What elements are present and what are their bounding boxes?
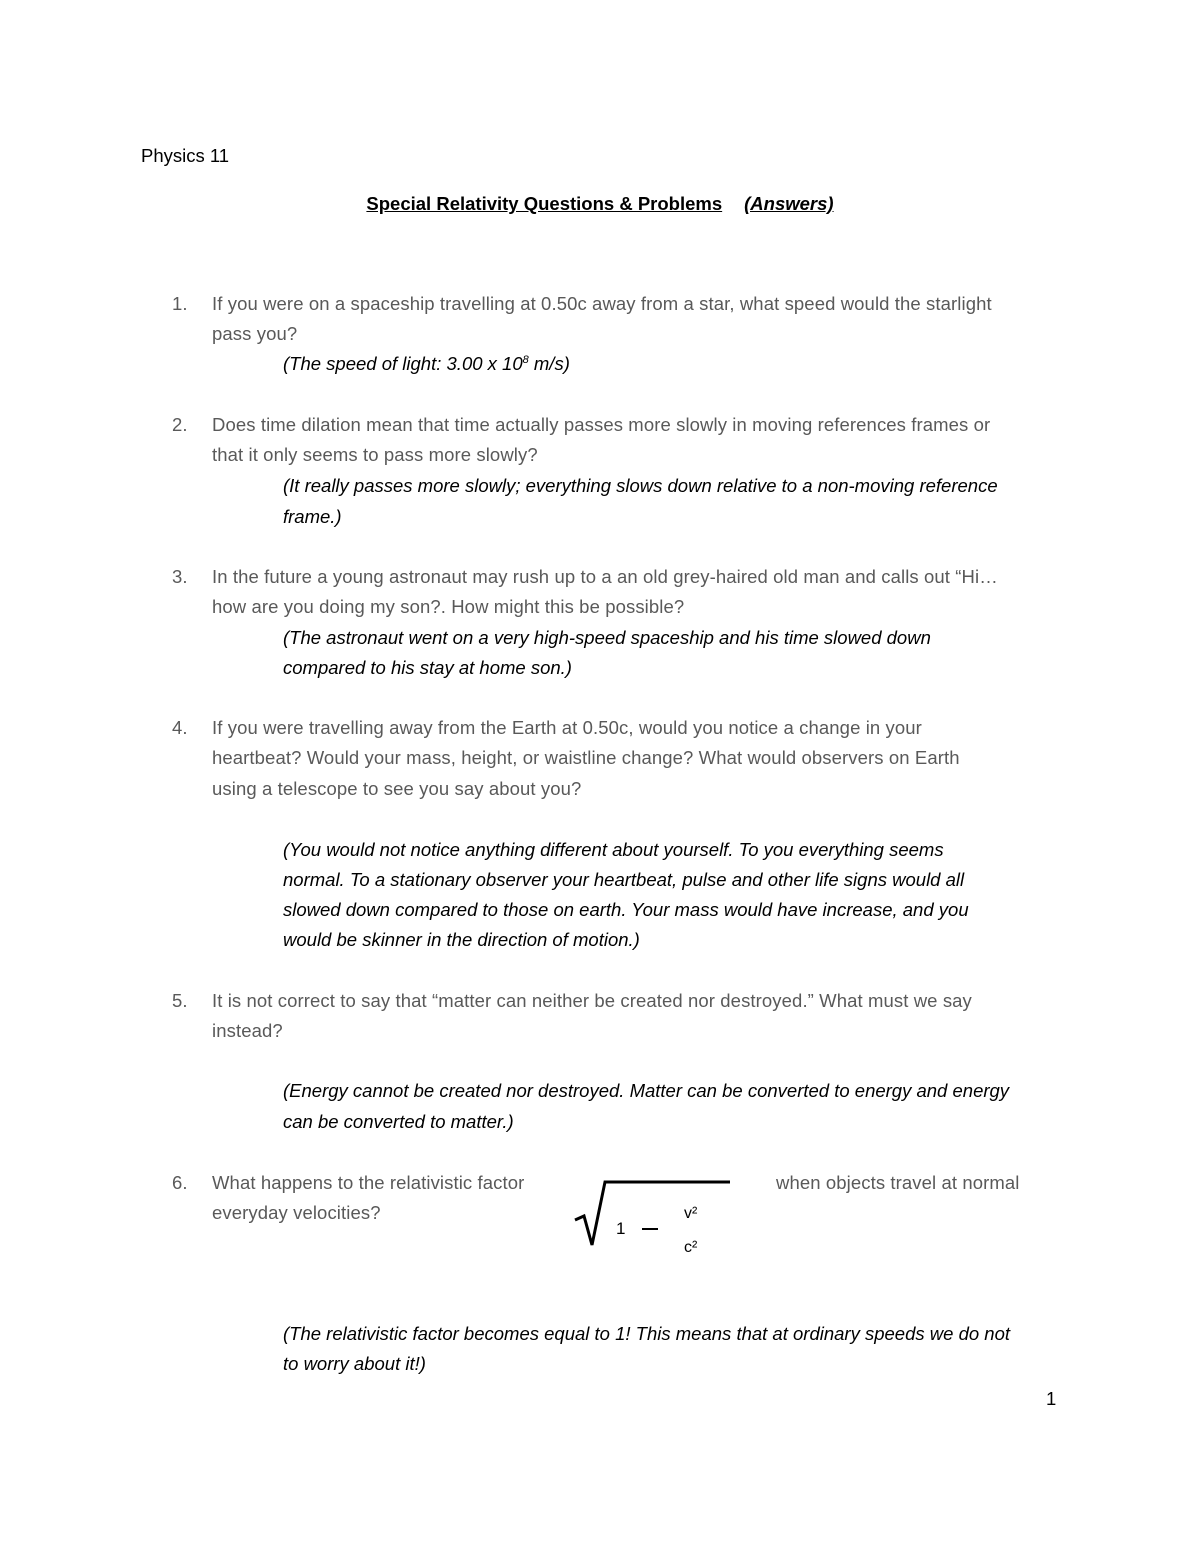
question-number: 3. xyxy=(172,566,188,587)
answer-text-line: normal. To a stationary observer your heartbeat, pulse and other life signs would all xyxy=(283,869,965,890)
question-number: 5. xyxy=(172,990,188,1011)
question-text-line: It is not correct to say that “matter can neither be created nor destroyed.” What must we say xyxy=(212,990,972,1011)
answer-text-line: (The astronaut went on a very high-speed spaceship and his time slowed down xyxy=(283,627,931,648)
question-text-line: If you were travelling away from the Earth at 0.50c, would you notice a change in your xyxy=(212,717,922,738)
question-text-line: everyday velocities? xyxy=(212,1202,381,1223)
question-text-line: using a telescope to see you say about you? xyxy=(212,778,582,799)
exponent: 8 xyxy=(522,353,529,366)
title-text: Special Relativity Questions & Problems xyxy=(366,193,723,214)
answer-text-line: to worry about it!) xyxy=(283,1353,426,1374)
question-text-line: If you were on a spaceship travelling at 0.50c away from a star, what speed would the starlight xyxy=(212,293,992,314)
question-text-line: how are you doing my son?. How might this be possible? xyxy=(212,596,685,617)
answer-text-line: (The speed of light: 3.00 x $10^8$ m/s) xyxy=(283,353,570,374)
answer-text-line: can be converted to matter.) xyxy=(283,1111,514,1132)
square-root-sign xyxy=(570,1170,740,1260)
question-number: 1. xyxy=(172,293,188,314)
answer-text-line: (It really passes more slowly; everything slows down relative to a non-moving reference xyxy=(283,475,998,496)
question-text-line: when objects travel at normal xyxy=(776,1172,1020,1193)
page-title xyxy=(0,193,1200,215)
answer-text-line: would be skinner in the direction of motion.) xyxy=(283,929,640,950)
answer-text-line: compared to his stay at home son.) xyxy=(283,657,572,678)
answer-text-line: frame.) xyxy=(283,506,342,527)
answer-text-line: (The relativistic factor becomes equal to 1! This means that at ordinary speeds we do not xyxy=(283,1323,1011,1344)
question-number: 2. xyxy=(172,414,188,435)
question-text-line: pass you? xyxy=(212,323,298,344)
relativistic-factor-formula xyxy=(570,1170,740,1260)
question-text-line: instead? xyxy=(212,1020,283,1041)
page-number: 1 xyxy=(1046,1388,1057,1409)
question-text-line: In the future a young astronaut may rush up to a an old grey-haired old man and calls out “Hi… xyxy=(212,566,998,587)
answer-text-line: (Energy cannot be created nor destroyed. Matter can be converted to energy and energy xyxy=(283,1080,1010,1101)
question-text-line: What happens to the relativistic factor xyxy=(212,1172,525,1193)
answer-text-line: slowed down compared to those on earth. Your mass would have increase, and you xyxy=(283,899,969,920)
course-name: Physics 11 xyxy=(141,145,230,166)
formula-numerator: v² xyxy=(684,1205,698,1222)
question-text-line: Does time dilation mean that time actually passes more slowly in moving references frames or xyxy=(212,414,991,435)
question-text-line: that it only seems to pass more slowly? xyxy=(212,444,538,465)
formula-one: 1 xyxy=(616,1219,626,1238)
title-answers-label: (Answers) xyxy=(744,193,834,214)
question-number: 4. xyxy=(172,717,188,738)
answer-text-line: (You would not notice anything different about yourself. To you everything seems xyxy=(283,839,944,860)
question-number: 6. xyxy=(172,1172,188,1193)
formula-denominator: c² xyxy=(684,1239,698,1256)
question-text-line: heartbeat? Would your mass, height, or waistline change? What would observers on Earth xyxy=(212,747,960,768)
